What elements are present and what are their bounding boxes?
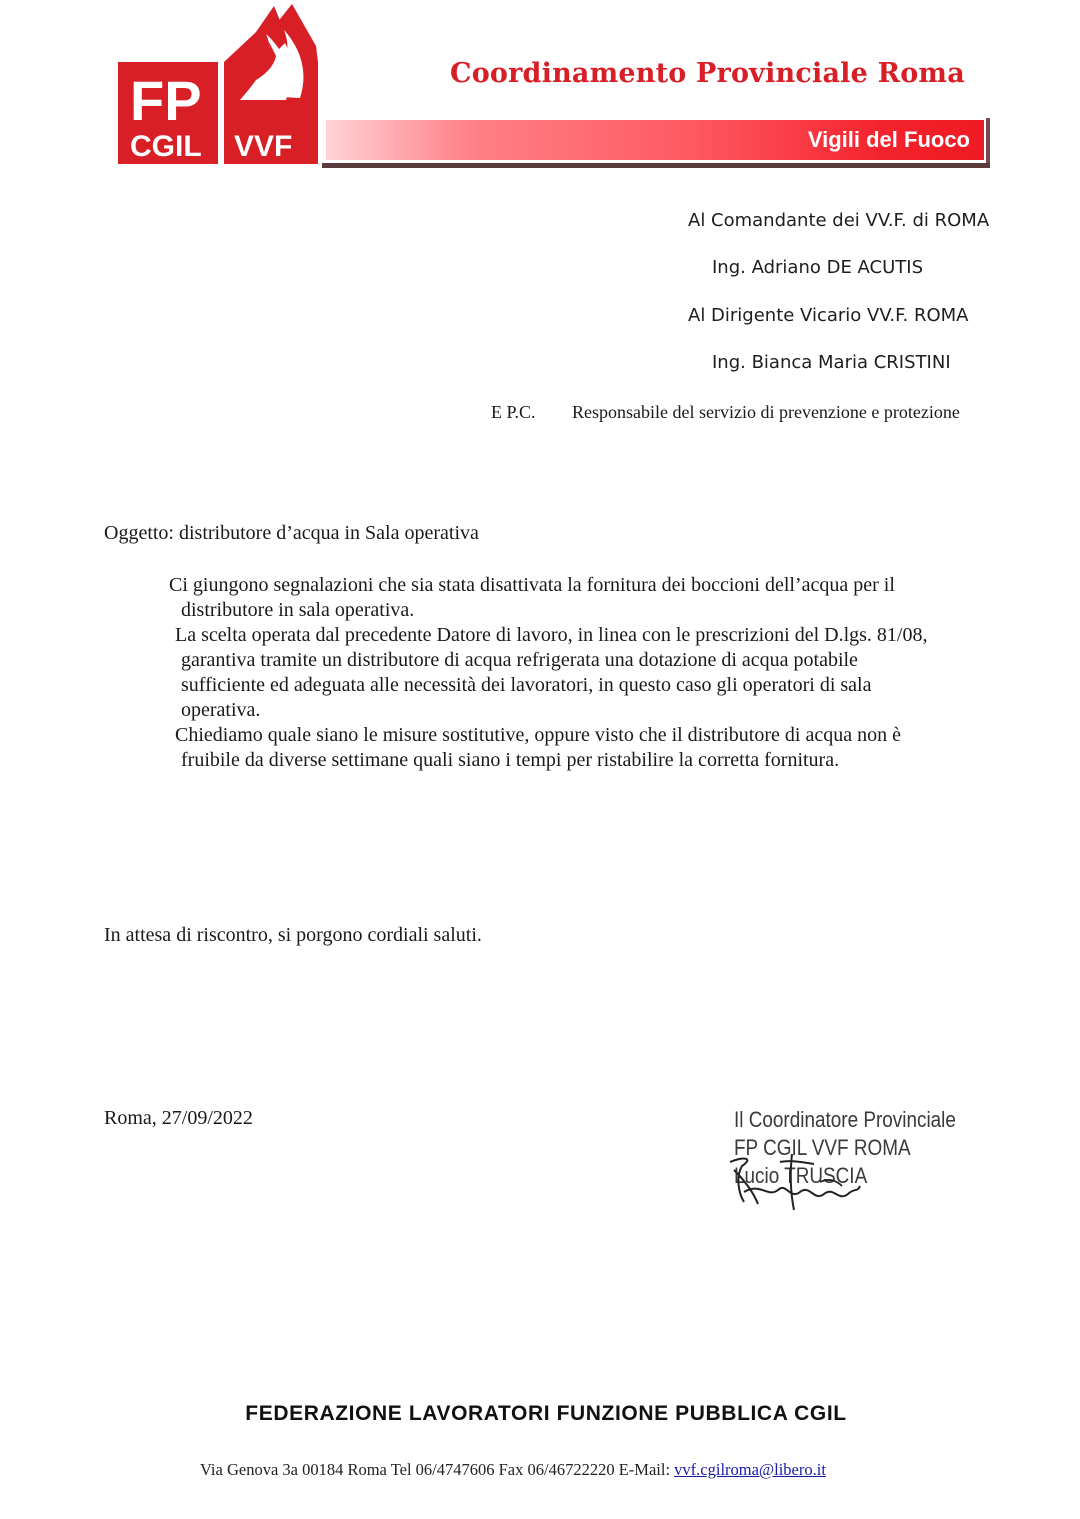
paragraph-line: La scelta operata dal precedente Datore di lavoro, in linea con le prescrizioni del D.lgs. 81/08, (175, 624, 928, 646)
body-paragraph-1 (169, 573, 999, 623)
handwritten-signature (724, 1152, 874, 1212)
banner-shadow (322, 163, 990, 168)
org-title: Coordinamento Provinciale Roma (450, 58, 965, 89)
paragraph-line: operativa. (181, 699, 261, 721)
paragraph-line: Ci giungono segnalazioni che sia stata disattivata la fornitura dei boccioni dell’acqua per il (169, 574, 895, 596)
footer-email-link[interactable]: vvf.cgilroma@libero.it (674, 1460, 826, 1479)
fp-cgil-vvf-logo (116, 4, 320, 166)
paragraph-line: Chiediamo quale siano le misure sostitutive, oppure visto che il distributore di acqua non è (175, 724, 901, 746)
logo-vvf-text: VVF (234, 130, 293, 163)
recipient-line-2: Ing. Adriano DE ACUTIS (712, 257, 924, 278)
footer-address (200, 1460, 826, 1480)
recipient-line-3: Al Dirigente Vicario VV.F. ROMA (688, 305, 969, 326)
recipient-line-4: Ing. Bianca Maria CRISTINI (712, 352, 951, 373)
logo-cgil-text: CGIL (130, 130, 202, 163)
footer-address-text: Via Genova 3a 00184 Roma Tel 06/4747606 Fax 06/46722220 E-Mail: (200, 1460, 675, 1479)
signature-role: Il Coordinatore Provinciale (734, 1107, 956, 1132)
paragraph-line: distributore in sala operativa. (181, 599, 415, 621)
closing-line: In attesa di riscontro, si porgono cordiali saluti. (104, 924, 482, 946)
epc-label: E P.C. (491, 402, 536, 422)
paragraph-line: fruibile da diverse settimane quali siano i tempi per ristabilire la corretta fornitura. (181, 749, 840, 771)
body-paragraph-2 (175, 623, 1005, 723)
body-paragraph-3 (175, 723, 1005, 773)
footer-org-name: FEDERAZIONE LAVORATORI FUNZIONE PUBBLICA CGIL (245, 1402, 847, 1425)
banner-shadow-right (986, 118, 990, 166)
place-date: Roma, 27/09/2022 (104, 1107, 253, 1129)
paragraph-line: garantiva tramite un distributore di acqua refrigerata una dotazione di acqua potabile (181, 649, 858, 671)
signature-org: FP CGIL VVF ROMA (734, 1135, 911, 1160)
signature-name: Lucio TRUSCIA (734, 1163, 868, 1188)
logo-fp-text: FP (130, 69, 202, 132)
recipient-line-1: Al Comandante dei VV.F. di ROMA (688, 210, 990, 231)
subject-line: Oggetto: distributore d’acqua in Sala operativa (104, 522, 479, 544)
banner-label: Vigili del Fuoco (807, 127, 970, 152)
epc-recipient: Responsabile del servizio di prevenzione e protezione (572, 402, 960, 422)
paragraph-line: sufficiente ed adeguata alle necessità dei lavoratori, in questo caso gli operatori di sala (181, 674, 872, 696)
